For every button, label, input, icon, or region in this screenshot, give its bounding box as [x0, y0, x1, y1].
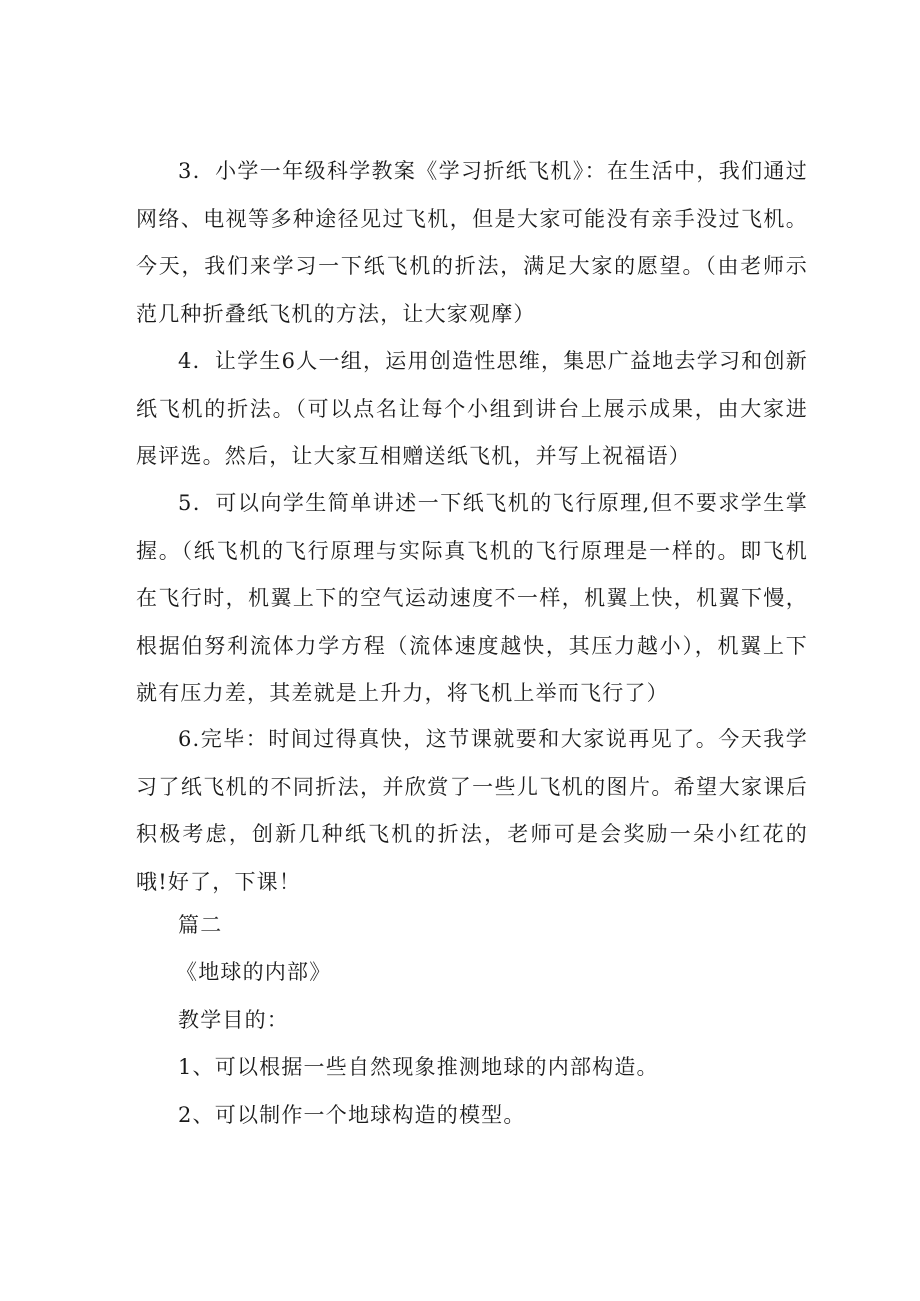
objective-item-1: 1、可以根据一些自然现象推测地球的内部构造。 [178, 1055, 659, 1079]
paragraph-5: 5．可以向学生简单讲述一下纸飞机的飞行原理,但不要求学生掌握。（纸飞机的飞行原理与实际真飞机的飞行原理是一样的。即飞机在飞行时，机翼上下的空气运动速度不一样，机翼上快，机翼下慢，根据伯努利流体力学方程（流体速度越快，其压力越小），机翼上下就有压力差，其差就是上升力，将飞机上举而飞行了） [136, 491, 808, 705]
section-title: 《地球的内部》 [176, 960, 332, 984]
section-label: 篇二 [178, 913, 223, 937]
paragraph-6: 6.完毕：时间过得真快，这节课就要和大家说再见了。今天我学习了纸飞机的不同折法，并欣赏了一些儿飞机的图片。希望大家课后积极考虑，创新几种纸飞机的折法，老师可是会奖励一朵小红花的哦!好了，下课！ [136, 727, 808, 894]
objective-item-2: 2、可以制作一个地球构造的模型。 [178, 1103, 526, 1127]
paragraph-4: 4．让学生6人一组，运用创造性思维，集思广益地去学习和创新纸飞机的折法。（可以点名让每个小组到讲台上展示成果，由大家进展评选。然后，让大家互相赠送纸飞机，并写上祝福语） [136, 349, 808, 468]
objectives-heading: 教学目的： [178, 1008, 289, 1032]
paragraph-3: 3．小学一年级科学教案《学习折纸飞机》：在生活中，我们通过网络、电视等多种途径见过飞机，但是大家可能没有亲手没过飞机。今天，我们来学习一下纸飞机的折法，满足大家的愿望。（由老师示范几种折叠纸飞机的方法，让大家观摩） [136, 159, 808, 326]
